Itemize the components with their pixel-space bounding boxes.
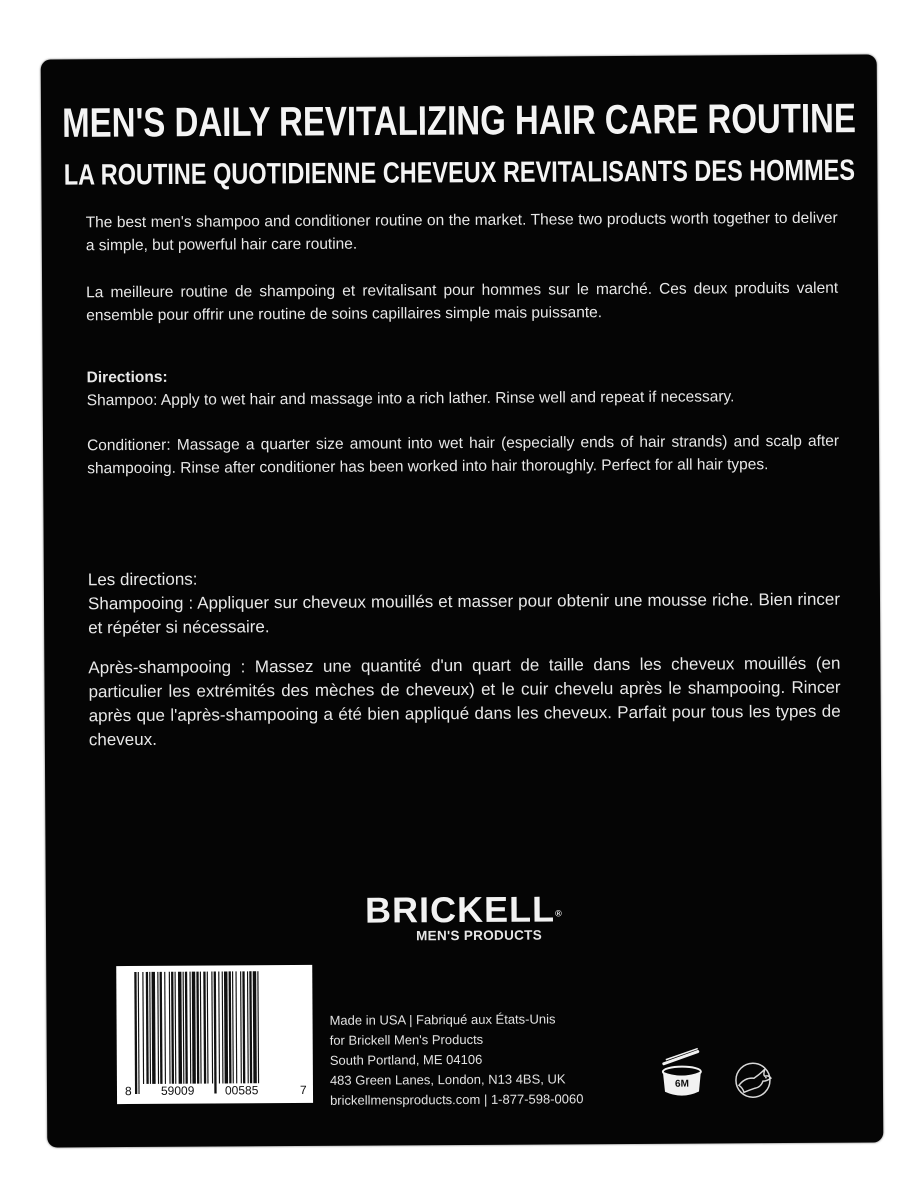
directions-heading-english: Directions: — [86, 368, 168, 387]
address-uk-line: 483 Green Lanes, London, N13 4BS, UK — [329, 1071, 566, 1088]
barcode-number — [117, 1083, 313, 1100]
brand-name-text: BRICKELL — [364, 888, 556, 931]
pao-label: 6M — [674, 1078, 689, 1090]
barcode-bar — [138, 972, 140, 1094]
barcode-bar — [222, 971, 224, 1083]
label-panel — [41, 54, 884, 1147]
barcode-bar — [157, 972, 159, 1084]
barcode-bar — [178, 972, 182, 1084]
conditioner-directions-french-block — [88, 652, 841, 753]
website-phone-line: brickellmensproducts.com | 1-877-598-0060 — [330, 1091, 584, 1108]
barcode-bar — [224, 971, 228, 1083]
barcode-bar — [185, 972, 188, 1084]
open-jar-icon — [658, 1046, 706, 1104]
conditioner-directions-french: Après-shampooing : Massez une quantité d'un quart de taille dans les cheveux mouillés (en particulier les extrémités des mèches de cheveux) et le cuir chevelu après le shampooing. Rincer après que l'après-shampooing a été bien appliqué dans les cheveux. Parfait pour tous les types de cheveux. — [88, 653, 841, 750]
barcode-bar — [249, 971, 252, 1083]
made-in-line: Made in USA | Fabriqué aux États-Unis — [329, 1011, 556, 1028]
barcode-bar — [253, 971, 257, 1083]
barcode-bar — [134, 972, 137, 1094]
intro-english — [86, 207, 838, 258]
conditioner-directions-english: Conditioner: Massage a quarter size amount into wet hair (especially ends of hair strands) and scalp after shampooing. Rinse after conditioner has been worked into hair thoroughly. Perfect for all hair types. — [86, 432, 840, 478]
barcode-bar — [247, 971, 249, 1083]
barcode-bar — [196, 972, 199, 1084]
brand-subtitle: MEN'S PRODUCTS — [416, 927, 543, 944]
barcode-bar — [242, 971, 245, 1083]
barcode-bar — [164, 972, 166, 1084]
barcode-bar — [149, 972, 151, 1084]
intro-french — [86, 277, 838, 328]
directions-heading-french: Les directions: — [87, 569, 198, 590]
barcode-bar — [171, 972, 174, 1084]
title-french: LA ROUTINE QUOTIDIENNE CHEVEUX REVITALISANTS DES HOMMES — [63, 153, 856, 191]
manufacturer-info — [330, 1009, 584, 1111]
shampoo-directions-french: Shampooing : Appliquer sur cheveux mouillés et masser pour obtenir une mousse riche. Bien rincer et répéter si nécessaire. — [87, 589, 841, 638]
barcode-bar — [160, 972, 163, 1084]
registered-mark: ® — [555, 908, 563, 919]
leaping-bunny-icon — [727, 1059, 779, 1101]
barcode-digit-first: 8 — [124, 1084, 132, 1099]
shampoo-directions-english: Shampoo: Apply to wet hair and massage into a rich lather. Rinse well and repeat if necessary. — [86, 388, 735, 410]
barcode-bar — [152, 972, 156, 1084]
company-line: for Brickell Men's Products — [329, 1031, 484, 1048]
intro-french-text: La meilleure routine de shampoing et revitalisant pour hommes sur le marché. Ces deux produits valent ensemble pour offrir une routine de soins capillaires simple mais puissante. — [86, 279, 839, 325]
barcode-bar — [142, 972, 144, 1084]
title-english: MEN'S DAILY REVITALIZING HAIR CARE ROUTINE — [62, 94, 857, 146]
barcode — [116, 965, 313, 1104]
barcode-bar — [183, 972, 185, 1084]
directions-french — [88, 564, 840, 641]
barcode-bar — [214, 972, 217, 1094]
barcode-digit-last: 7 — [299, 1082, 307, 1097]
barcode-bar — [189, 972, 191, 1084]
barcode-bar — [146, 972, 149, 1084]
brand-logo — [46, 887, 882, 945]
barcode-bar — [192, 972, 196, 1084]
barcode-bar — [232, 971, 234, 1083]
barcode-bar — [235, 971, 237, 1083]
barcode-bar — [203, 972, 206, 1084]
barcode-bar — [211, 972, 213, 1084]
barcode-bar — [218, 971, 220, 1083]
barcode-bar — [169, 972, 171, 1084]
barcode-bar — [257, 971, 259, 1083]
barcode-bar — [207, 972, 209, 1084]
barcode-bar — [175, 972, 177, 1084]
directions-english — [87, 362, 839, 413]
barcode-digits-left: 59009 — [160, 1083, 195, 1098]
barcode-digits-right: 00585 — [224, 1083, 259, 1098]
barcode-bar — [240, 971, 242, 1083]
intro-english-text: The best men's shampoo and conditioner routine on the market. These two products worth together to deliver a simple, but powerful hair care routine. — [85, 209, 838, 255]
conditioner-directions-english-block — [87, 430, 839, 481]
barcode-bar — [229, 971, 232, 1083]
barcode-bar — [200, 972, 202, 1084]
address-us-line: South Portland, ME 04106 — [329, 1051, 483, 1068]
